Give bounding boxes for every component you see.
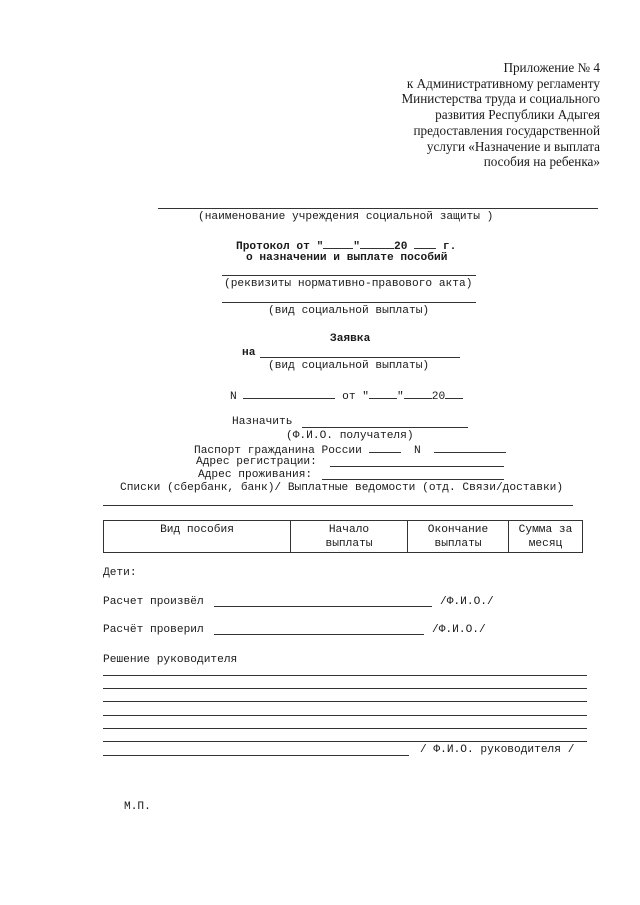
children-label: Дети: [103, 567, 137, 579]
calculated-label: Расчет произвёл [103, 596, 204, 608]
decision-line [103, 728, 587, 729]
appendix-line: услуги «Назначение и выплата [426, 138, 600, 154]
protocol-year-suffix: г. [442, 241, 457, 253]
appendix-line: предоставления государственной [413, 122, 600, 138]
number-line [230, 388, 463, 403]
protocol-title-mid: " [353, 241, 360, 253]
benefits-table [103, 520, 583, 553]
lists-line: Списки (сбербанк, банк)/ Выплатные ведомости (отд. Связи/доставки) [120, 482, 564, 494]
decision-line [103, 675, 587, 676]
application-on-label: на [242, 347, 256, 359]
payment-type-caption: (вид социальной выплаты) [268, 305, 430, 317]
passport-number-blank [434, 442, 506, 453]
decision-line [103, 688, 587, 689]
checked-line [214, 634, 424, 635]
legal-act-line [222, 275, 476, 276]
payment-type-caption-2: (вид социальной выплаты) [268, 360, 430, 372]
payment-type-line [222, 302, 476, 303]
appendix-line: Приложение № 4 [503, 60, 600, 75]
quote-label: " [397, 391, 404, 403]
decision-line [103, 701, 587, 702]
header-monthly-sum: Сумма за месяц [509, 521, 583, 553]
lists-underline [103, 505, 573, 506]
assign-label: Назначить [232, 416, 293, 428]
table-header-row [104, 521, 583, 553]
passport-series-blank [369, 442, 401, 453]
calculated-line [214, 606, 432, 607]
registration-line [330, 466, 504, 467]
assign-line [302, 427, 468, 428]
checked-label: Расчёт проверил [103, 624, 204, 636]
calculated-fio: /Ф.И.О./ [440, 596, 494, 608]
decision-label: Решение руководителя [103, 654, 238, 666]
head-signature-line [103, 755, 409, 756]
appendix-line: Министерства труда и социального [401, 91, 600, 107]
passport-number-label: N [414, 445, 421, 457]
decision-line [103, 741, 587, 742]
legal-act-caption: (реквизиты нормативно-правового акта) [224, 278, 473, 290]
appendix-line: развития Республики Адыгея [435, 107, 600, 123]
year-blank [445, 388, 463, 399]
recipient-caption: (Ф.И.О. получателя) [286, 430, 414, 442]
protocol-year-prefix: 20 [394, 241, 408, 253]
protocol-title [236, 238, 456, 253]
day-blank [369, 388, 397, 399]
head-fio-label: / Ф.И.О. руководителя / [420, 744, 575, 756]
year-prefix-label: 20 [431, 391, 446, 403]
appendix-line: пособия на ребенка» [483, 154, 600, 170]
number-blank [243, 388, 335, 399]
header-end: Окончание выплаты [408, 521, 509, 553]
appendix-line: к Административному регламенту [406, 75, 600, 91]
checked-fio: /Ф.И.О./ [432, 624, 486, 636]
number-label: N [230, 391, 237, 403]
application-line [260, 357, 460, 358]
protocol-subtitle: о назначении и выплате пособий [246, 252, 448, 264]
residence-label: Адрес проживания: [198, 469, 313, 481]
passport-line [194, 442, 506, 457]
month-blank [404, 388, 432, 399]
decision-line [103, 715, 587, 716]
institution-caption: (наименование учреждения социальной защиты ) [198, 211, 494, 223]
stamp-label: М.П. [124, 801, 151, 813]
appendix-header [401, 60, 600, 170]
ot-label: от " [342, 391, 370, 403]
header-start: Начало выплаты [291, 521, 408, 553]
passport-label: Паспорт гражданина России [194, 445, 362, 457]
year-blank [414, 238, 436, 249]
protocol-title-prefix: Протокол от " [236, 241, 324, 253]
month-blank [360, 238, 394, 249]
application-title: Заявка [330, 333, 371, 345]
day-blank [323, 238, 353, 249]
institution-line [158, 208, 598, 209]
residence-line [322, 479, 504, 480]
header-benefit-type: Вид пособия [104, 521, 291, 553]
registration-label: Адрес регистрации: [196, 456, 317, 468]
